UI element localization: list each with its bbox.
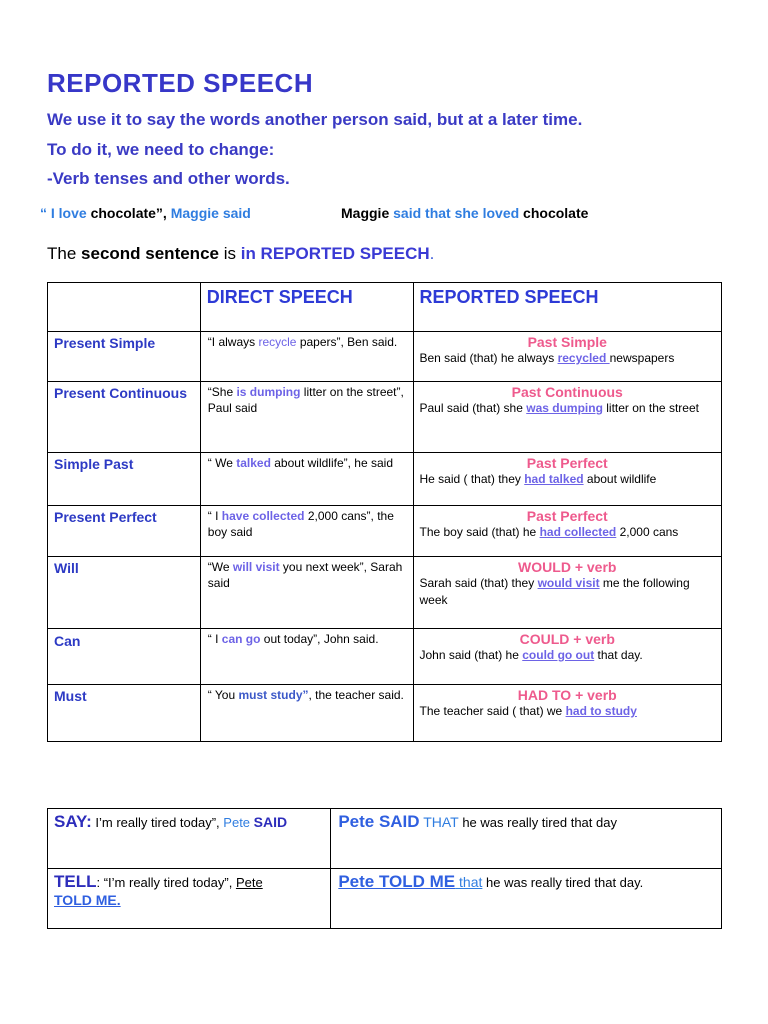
header-reported: REPORTED SPEECH: [413, 283, 722, 332]
reported-text: [414, 524, 722, 541]
tell-label: TELL: [54, 872, 97, 891]
table-header-row: [48, 283, 722, 332]
table-row: [48, 332, 722, 382]
reported-verb: had talked: [524, 472, 584, 486]
direct-cell: [200, 506, 413, 557]
reported-part: about wildlife: [583, 472, 657, 486]
direct-text: “ I: [207, 632, 222, 646]
direct-verb: will visit: [232, 560, 280, 574]
reported-part: 2,000 cans: [616, 525, 679, 539]
reported-cell: [413, 685, 722, 742]
reported-text: [414, 575, 722, 609]
say-label: SAY:: [54, 812, 92, 831]
direct-verb: recycle: [258, 335, 297, 349]
direct-example-object: chocolate”,: [86, 205, 171, 221]
reported-example: [341, 205, 588, 221]
intro-line-3: -Verb tenses and other words.: [47, 169, 290, 188]
reported-verb: had collected: [539, 525, 617, 539]
header-direct: DIRECT SPEECH: [200, 283, 413, 332]
reported-verb: would visit: [537, 576, 600, 590]
direct-text: “We: [207, 560, 233, 574]
say-reported-cell: [331, 809, 722, 869]
say-direct-cell: [48, 809, 331, 869]
direct-verb: can go: [221, 632, 261, 646]
direct-text: “I always: [207, 335, 259, 349]
direct-verb: is dumping: [236, 385, 301, 399]
direct-text: “She: [207, 385, 237, 399]
tense-label: Must: [48, 685, 201, 742]
note-pre: The: [47, 244, 82, 263]
say-tell-table: [47, 808, 722, 929]
reported-part: The teacher said ( that) we: [419, 704, 566, 718]
header-empty-cell: [48, 283, 201, 332]
reported-verb: could go out: [522, 648, 595, 662]
tense-label: Simple Past: [48, 453, 201, 506]
direct-text: “ You: [207, 688, 239, 702]
reported-tense: WOULD + verb: [518, 559, 617, 575]
tense-label: Will: [48, 557, 201, 629]
reported-tense: Past Perfect: [526, 508, 608, 524]
say-reported-rest: he was really tired that day: [458, 815, 617, 830]
reported-part: newspapers: [609, 351, 675, 365]
reported-part: Ben said (that) he always: [419, 351, 558, 365]
say-reported-pete-said: Pete SAID: [338, 812, 420, 831]
tell-reported-cell: [331, 869, 722, 929]
tell-direct-cell: [48, 869, 331, 929]
say-pete: Pete: [223, 815, 254, 830]
reported-cell: [413, 382, 722, 453]
direct-cell: [200, 629, 413, 685]
tell-reported-rest: he was really tired that day.: [482, 875, 644, 890]
table-row: [48, 382, 722, 453]
reported-cell: [413, 453, 722, 506]
reported-verb: was dumping: [526, 401, 603, 415]
reported-part: John said (that) he: [419, 648, 523, 662]
reported-part: Paul said (that) she: [419, 401, 527, 415]
direct-verb: must study”: [238, 688, 309, 702]
say-reported-that: THAT: [419, 814, 459, 830]
note-blue: in REPORTED SPEECH: [240, 244, 430, 263]
second-sentence-note: [47, 244, 434, 264]
tell-pete: Pete: [235, 875, 263, 890]
direct-text: about wildlife”, he said: [270, 456, 393, 470]
reported-cell: [413, 506, 722, 557]
note-end: .: [429, 244, 435, 263]
tell-reported-that: that: [455, 874, 483, 890]
reported-text: [414, 350, 722, 367]
table-row: [48, 685, 722, 742]
note-bold: second sentence: [81, 244, 219, 263]
reported-text: [414, 703, 722, 720]
intro-line-1: We use it to say the words another person said, but at a later time.: [47, 110, 583, 129]
direct-text: “ I: [207, 509, 222, 523]
reported-tense: Past Perfect: [526, 455, 608, 471]
reported-tense: Past Continuous: [511, 384, 623, 400]
tense-label: Can: [48, 629, 201, 685]
tense-label: Present Simple: [48, 332, 201, 382]
reported-cell: [413, 629, 722, 685]
reported-example-object: chocolate: [519, 205, 589, 221]
direct-cell: [200, 453, 413, 506]
tense-table: [47, 282, 722, 742]
page-title: REPORTED SPEECH: [47, 68, 314, 98]
say-quote: I’m really tired today”,: [91, 815, 224, 830]
reported-verb: had to study: [565, 704, 637, 718]
direct-cell: [200, 685, 413, 742]
reported-text: [414, 400, 722, 417]
reported-text: [414, 647, 722, 664]
direct-text: “ We: [207, 456, 237, 470]
say-row: [48, 809, 722, 869]
tense-label: Present Perfect: [48, 506, 201, 557]
tell-reported-pete-told: Pete TOLD ME: [338, 872, 456, 891]
tell-told-me: TOLD ME.: [54, 892, 121, 908]
direct-verb: talked: [236, 456, 271, 470]
direct-example-said: Maggie said: [170, 205, 251, 221]
reported-tense: Past Simple: [527, 334, 607, 350]
table-row: [48, 557, 722, 629]
reported-part: that day.: [594, 648, 643, 662]
reported-text: [414, 471, 722, 488]
direct-text: litter on the street”, Paul said: [207, 385, 404, 415]
reported-cell: [413, 557, 722, 629]
tell-quote: : “I’m really tired today”,: [96, 875, 236, 890]
reported-part: Sarah said (that) they: [419, 576, 538, 590]
direct-cell: [200, 557, 413, 629]
intro-line-2: To do it, we need to change:: [47, 140, 275, 159]
note-mid: is: [218, 244, 241, 263]
reported-example-subject: Maggie: [341, 205, 394, 221]
reported-tense: HAD TO + verb: [517, 687, 617, 703]
reported-part: me the following week: [419, 576, 690, 607]
tense-label: Present Continuous: [48, 382, 201, 453]
reported-verb: recycled: [557, 351, 610, 365]
direct-text: out today”, John said.: [260, 632, 379, 646]
reported-part: He said ( that) they: [419, 472, 525, 486]
direct-cell: [200, 382, 413, 453]
direct-verb: have collected: [221, 509, 305, 523]
direct-example: [40, 205, 251, 221]
direct-text: papers”, Ben said.: [296, 335, 398, 349]
direct-text: , the teacher said.: [308, 688, 404, 702]
reported-cell: [413, 332, 722, 382]
direct-example-quote: “ I love: [40, 205, 87, 221]
say-said: SAID: [253, 814, 288, 830]
table-row: [48, 453, 722, 506]
reported-example-verb: said that she loved: [393, 205, 520, 221]
table-row: [48, 629, 722, 685]
reported-part: litter on the street: [602, 401, 699, 415]
direct-text: 2,000 cans”, the boy said: [207, 509, 394, 539]
tell-row: [48, 869, 722, 929]
reported-tense: COULD + verb: [519, 631, 615, 647]
reported-part: The boy said (that) he: [419, 525, 540, 539]
direct-cell: [200, 332, 413, 382]
direct-text: you next week”, Sarah said: [207, 560, 403, 590]
table-row: [48, 506, 722, 557]
